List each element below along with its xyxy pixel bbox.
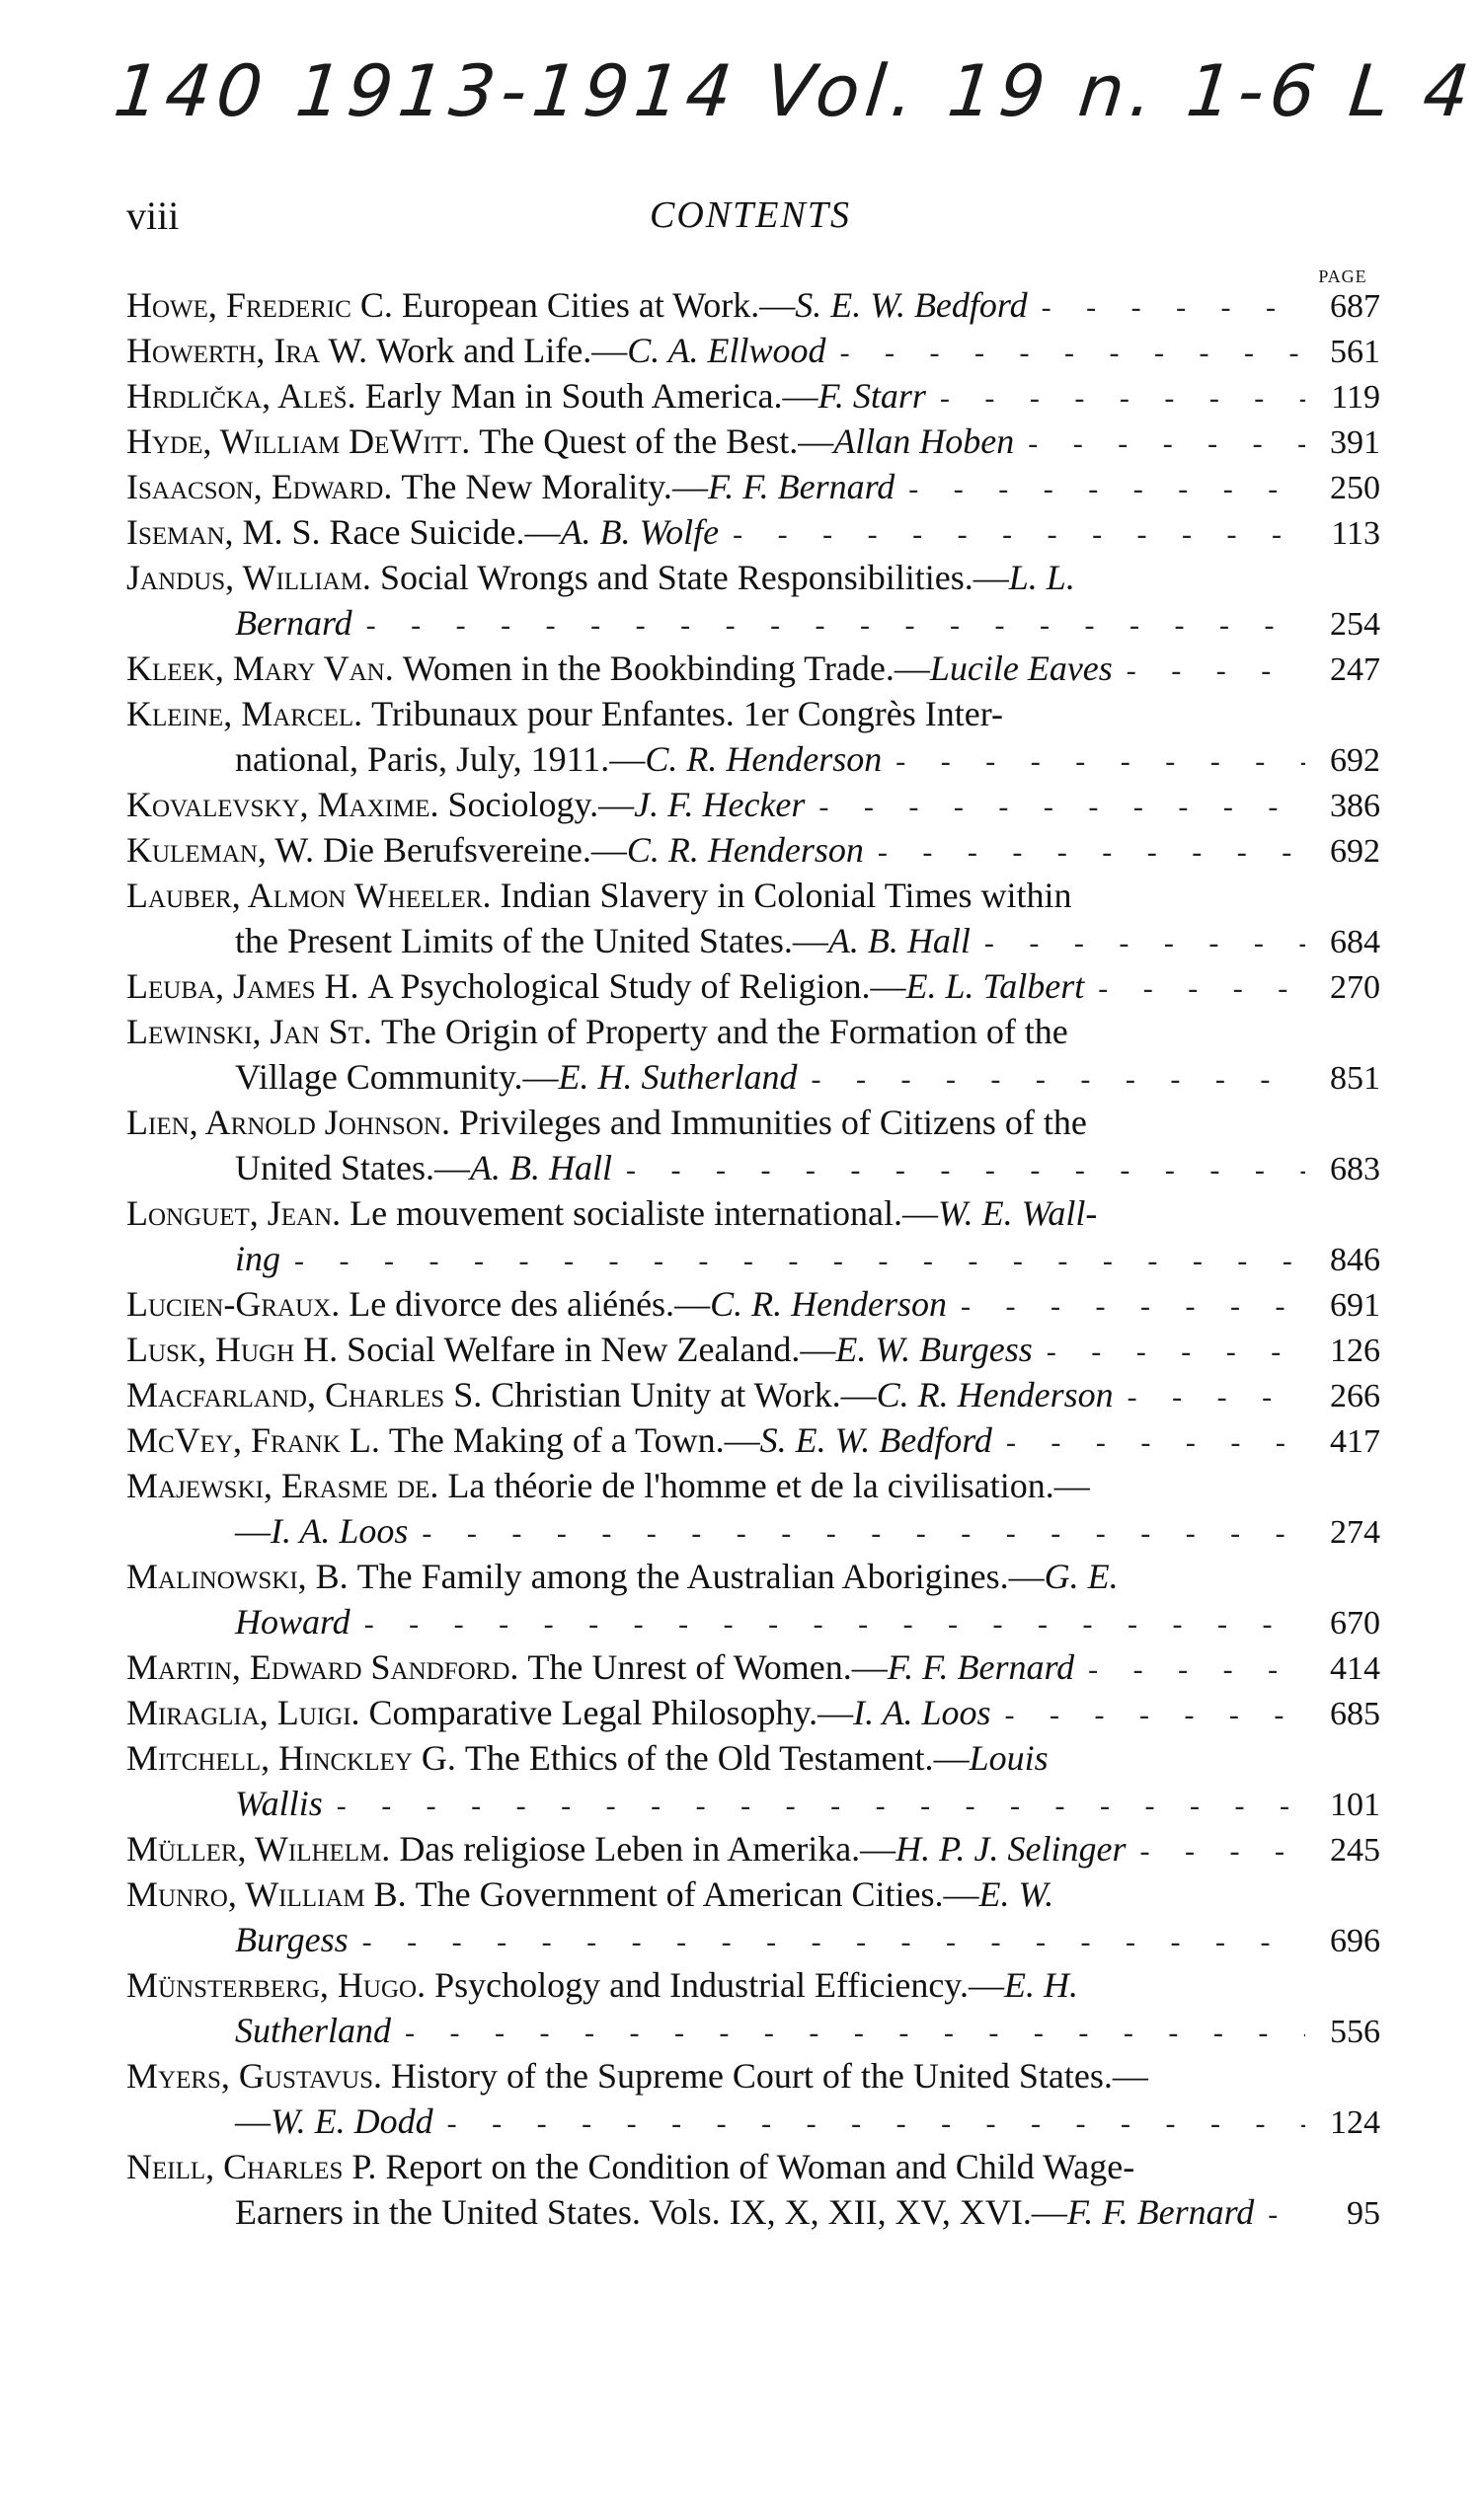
- entry-reviewer: A. B. Wolfe: [560, 512, 720, 552]
- dot-leader: [626, 1148, 1305, 1193]
- entry-title-continued: the Present Limits of the United States.: [235, 921, 793, 960]
- contents-entry: [126, 1327, 1380, 1372]
- entry-title: Report on the Condition of Woman and Child Wage-: [385, 2147, 1135, 2186]
- entry-separator: —: [817, 1693, 854, 1732]
- entry-page-number: 247: [1330, 651, 1380, 688]
- entry-separator: —: [840, 1375, 877, 1414]
- entry-page-number: 561: [1330, 334, 1380, 370]
- entry-separator: [518, 1644, 527, 1690]
- entry-reviewer-continued: Sutherland: [235, 2011, 391, 2050]
- entry-reviewer-continued: ing: [235, 1239, 281, 1278]
- contents-entry: [126, 2144, 1380, 2235]
- contents-entry: [126, 1417, 1380, 1463]
- dot-leader: [362, 1920, 1305, 1965]
- entry-reviewer: C. R. Henderson: [626, 830, 864, 870]
- entry-title: The Family among the Australian Aborigines.: [356, 1557, 1009, 1596]
- entry-author: Lucien-Graux.: [126, 1284, 341, 1324]
- entry-page-number: 254: [1330, 606, 1380, 643]
- entry-separator: [482, 1372, 491, 1417]
- entry-separator: —: [1053, 1466, 1090, 1505]
- dot-leader: [811, 1057, 1305, 1103]
- contents-entry: [126, 1735, 1380, 1826]
- entry-page-number: 684: [1330, 924, 1380, 960]
- dot-leader: [1028, 421, 1305, 467]
- entry-separator: [470, 419, 479, 464]
- entry-title: Work and Life.: [376, 331, 592, 370]
- dot-leader: [1042, 285, 1305, 331]
- entry-reviewer-continued: W. E. Dodd: [271, 2101, 433, 2141]
- dot-leader: [1139, 1829, 1305, 1874]
- entry-page-number: 266: [1330, 1378, 1380, 1414]
- contents-entry: [126, 1554, 1380, 1644]
- entry-author: Howe, Frederic C.: [126, 285, 393, 325]
- dot-leader: [405, 2011, 1305, 2056]
- entry-author: Malinowski, B.: [126, 1557, 349, 1596]
- contents-entry: [126, 1100, 1380, 1190]
- entry-page-number: 119: [1331, 379, 1380, 416]
- entry-separator: [456, 1735, 465, 1781]
- entry-separator: —: [870, 966, 906, 1006]
- entry-separator: [382, 2053, 391, 2099]
- dot-leader: [733, 512, 1305, 558]
- page-number: viii: [126, 193, 180, 238]
- contents-entry: [126, 282, 1380, 328]
- entry-separator: —: [968, 1965, 1004, 2005]
- dot-leader: [895, 739, 1305, 785]
- entry-separator: [371, 555, 380, 600]
- entry-page-number: 250: [1330, 470, 1380, 506]
- entry-reviewer: C. R. Henderson: [645, 739, 883, 779]
- entry-title: The Origin of Property and the Formation of the: [380, 1012, 1068, 1051]
- entry-separator: —: [782, 376, 818, 416]
- dot-leader: [878, 830, 1305, 876]
- contents-entry: [126, 1190, 1380, 1281]
- entry-reviewer-continued: Howard: [235, 1602, 350, 1642]
- entry-title: Die Berufsvereine.: [322, 830, 591, 870]
- entry-page-number: 126: [1330, 1333, 1380, 1369]
- entry-separator: —: [792, 921, 828, 960]
- entry-reviewer: F. F. Bernard: [707, 467, 895, 506]
- entry-separator: [390, 1826, 399, 1871]
- entry-separator: —: [524, 512, 561, 552]
- entry-author: Neill, Charles P.: [126, 2147, 377, 2186]
- entry-separator: [356, 373, 365, 419]
- entry-page-number: 687: [1330, 288, 1380, 325]
- contents-entry: [126, 691, 1380, 782]
- contents-entry: [126, 419, 1380, 464]
- handwritten-shelf-note: 140 1913-1914 Vol. 19 n. 1-6 L 4: [110, 49, 1479, 132]
- entry-separator: [338, 1327, 347, 1372]
- dot-leader: [294, 1239, 1305, 1284]
- contents-entry: [126, 1372, 1380, 1417]
- entry-separator: —: [1031, 2192, 1067, 2232]
- entry-separator: [392, 464, 401, 509]
- entry-title: Women in the Bookbinding Trade.: [402, 649, 895, 688]
- contents-entry: [126, 1690, 1380, 1735]
- entry-page-number: 95: [1347, 2195, 1380, 2232]
- entry-author: Martin, Edward Sandford.: [126, 1647, 519, 1687]
- entry-separator: —: [759, 285, 796, 325]
- entry-page-number: 685: [1330, 1696, 1380, 1732]
- entry-reviewer: E. H. Sutherland: [558, 1057, 798, 1097]
- entry-author: Iseman, M. S.: [126, 512, 321, 552]
- entry-separator: —: [433, 1148, 470, 1187]
- entry-title: The Quest of the Best.: [479, 421, 799, 461]
- entry-title: Social Wrongs and State Responsibilities.: [379, 558, 973, 597]
- entry-separator: —: [590, 830, 627, 870]
- entry-title: History of the Supreme Court of the United States.: [390, 2056, 1113, 2096]
- dot-leader: [1127, 649, 1305, 694]
- entry-page-number: 691: [1330, 1287, 1380, 1324]
- entry-reviewer: C. R. Henderson: [876, 1375, 1114, 1414]
- contents-entry: [126, 1871, 1380, 1962]
- entry-separator: —: [591, 331, 628, 370]
- contents-entry: [126, 963, 1380, 1009]
- entry-page-number: 274: [1330, 1514, 1380, 1551]
- entry-reviewer: J. F. Hecker: [634, 785, 806, 824]
- contents-entry: [126, 1281, 1380, 1327]
- entry-reviewer: E. H.: [1003, 1965, 1078, 2005]
- entry-reviewer: S. E. W. Bedford: [795, 285, 1028, 325]
- entry-author: Isaacson, Edward.: [126, 467, 393, 506]
- running-title: CONTENTS: [650, 194, 851, 236]
- entry-title: Early Man in South America.: [364, 376, 783, 416]
- entry-author: Kleek, Mary Van.: [126, 649, 394, 688]
- entry-separator: [438, 1463, 447, 1508]
- entry-author: Munro, William B.: [126, 1874, 407, 1914]
- dot-leader: [1004, 1693, 1305, 1738]
- dot-leader: [337, 1784, 1305, 1829]
- entry-reviewer: Lucile Eaves: [929, 649, 1113, 688]
- entry-separator: [349, 1554, 357, 1599]
- entry-separator: [376, 2144, 385, 2189]
- entry-separator: [380, 1417, 389, 1463]
- entry-separator: —: [933, 1738, 970, 1778]
- entry-separator: —: [674, 1284, 711, 1324]
- entry-page-number: 245: [1330, 1832, 1380, 1869]
- entry-title: A Psychological Study of Religion.: [367, 966, 871, 1006]
- contents-entry: [126, 328, 1380, 373]
- contents-entry: [126, 1826, 1380, 1871]
- entry-author: Lien, Arnold Johnson.: [126, 1103, 450, 1142]
- entry-page-number: 386: [1330, 788, 1380, 824]
- dot-leader: [818, 785, 1305, 830]
- dot-leader: [422, 1511, 1305, 1557]
- dot-leader: [940, 376, 1305, 421]
- entry-title: The Making of a Town.: [388, 1420, 725, 1460]
- entry-separator: —: [1112, 2056, 1148, 2096]
- dot-leader: [1006, 1420, 1305, 1466]
- dot-leader: [366, 603, 1305, 649]
- entry-separator: [360, 1690, 369, 1735]
- entry-reviewer: G. E.: [1044, 1557, 1119, 1596]
- contents-entry: [126, 464, 1380, 509]
- entry-author: Kovalevsky, Maxime.: [126, 785, 439, 824]
- entry-author: Lewinski, Jan St.: [126, 1012, 372, 1051]
- entry-page-number: 692: [1330, 833, 1380, 870]
- contents-entry: [126, 873, 1380, 963]
- entry-title-continued: Earners in the United States. Vols. IX, X, XII, XV, XVI.: [235, 2192, 1032, 2232]
- entry-separator: [359, 963, 368, 1009]
- entry-separator: —: [671, 467, 708, 506]
- entry-author: Myers, Gustavus.: [126, 2056, 382, 2096]
- entry-author: Jandus, William.: [126, 558, 371, 597]
- entry-title: The New Morality.: [401, 467, 672, 506]
- entry-reviewer: C. A. Ellwood: [627, 331, 826, 370]
- entry-reviewer: W. E. Wall-: [937, 1193, 1098, 1233]
- entry-page-number: 556: [1330, 2014, 1380, 2050]
- dot-leader: [961, 1284, 1305, 1330]
- entry-author: Longuet, Jean.: [126, 1193, 342, 1233]
- contents-entry: [126, 646, 1380, 691]
- entry-page-number: 851: [1330, 1060, 1380, 1097]
- entry-author: Miraglia, Luigi.: [126, 1693, 360, 1732]
- entry-reviewer: E. L. Talbert: [905, 966, 1085, 1006]
- dot-leader: [1047, 1330, 1305, 1375]
- entry-title: Le divorce des aliénés.: [349, 1284, 675, 1324]
- entry-separator: [491, 873, 500, 918]
- entry-page-number: 670: [1330, 1605, 1380, 1642]
- entry-separator: —: [894, 649, 930, 688]
- entry-reviewer: S. E. W. Bedford: [759, 1420, 992, 1460]
- entry-separator: [394, 646, 403, 691]
- entry-reviewer: E. W.: [978, 1874, 1054, 1914]
- contents-entry: [126, 373, 1380, 419]
- entry-separator: —: [235, 1511, 271, 1551]
- dot-leader: [1088, 1647, 1305, 1693]
- entry-title: Indian Slavery in Colonial Times within: [500, 876, 1072, 915]
- entry-author: Majewski, Erasme de.: [126, 1466, 439, 1505]
- entry-author: Kleine, Marcel.: [126, 694, 363, 733]
- entry-reviewer: Allan Hoben: [833, 421, 1015, 461]
- dot-leader: [447, 2101, 1305, 2147]
- entry-page-number: 683: [1330, 1151, 1380, 1187]
- entry-page-number: 414: [1330, 1650, 1380, 1687]
- entry-separator: —: [609, 739, 646, 779]
- contents-entry: [126, 827, 1380, 873]
- entry-separator: —: [598, 785, 635, 824]
- entry-reviewer: E. W. Burgess: [835, 1330, 1033, 1369]
- contents-entry: [126, 782, 1380, 827]
- contents-list: [126, 282, 1380, 2235]
- entry-title: Christian Unity at Work.: [491, 1375, 841, 1414]
- dot-leader: [1098, 966, 1305, 1012]
- entry-separator: [439, 782, 448, 827]
- entry-page-number: 270: [1330, 969, 1380, 1006]
- entry-reviewer: A. B. Hall: [469, 1148, 612, 1187]
- entry-reviewer: F. F. Bernard: [887, 1647, 1075, 1687]
- entry-author: Hyde, William DeWitt.: [126, 421, 471, 461]
- entry-title: Tribunaux pour Enfantes. 1er Congrès Inter-: [371, 694, 1003, 733]
- dot-leader: [840, 331, 1305, 376]
- entry-separator: —: [1008, 1557, 1045, 1596]
- entry-page-number: 101: [1330, 1787, 1380, 1823]
- entry-page-number: 692: [1330, 742, 1380, 779]
- entry-separator: —: [724, 1420, 760, 1460]
- entry-title: European Cities at Work.: [401, 285, 760, 325]
- entry-separator: —: [798, 421, 834, 461]
- entry-reviewer-continued: I. A. Loos: [271, 1511, 409, 1551]
- entry-title: Le mouvement socialiste international.: [350, 1193, 902, 1233]
- entry-separator: [340, 1281, 349, 1327]
- entry-author: Müller, Wilhelm.: [126, 1829, 391, 1869]
- entry-author: Leuba, James H.: [126, 966, 359, 1006]
- dot-leader: [984, 921, 1305, 966]
- entry-separator: [314, 827, 323, 873]
- entry-reviewer: F. F. Bernard: [1066, 2192, 1255, 2232]
- contents-entry: [126, 1962, 1380, 2053]
- entry-separator: —: [860, 1829, 896, 1869]
- contents-entry: [126, 555, 1380, 646]
- entry-separator: [341, 1190, 350, 1236]
- entry-page-number: 124: [1330, 2104, 1380, 2141]
- entry-reviewer: L. L.: [1008, 558, 1075, 597]
- entry-reviewer: H. P. J. Selinger: [895, 1829, 1127, 1869]
- entry-separator: —: [973, 558, 1009, 597]
- entry-separator: —: [522, 1057, 559, 1097]
- entry-reviewer: Louis: [969, 1738, 1049, 1778]
- entry-page-number: 391: [1330, 424, 1380, 461]
- entry-author: Macfarland, Charles S.: [126, 1375, 483, 1414]
- entry-reviewer: C. R. Henderson: [710, 1284, 948, 1324]
- entry-author: Kuleman, W.: [126, 830, 314, 870]
- contents-entry: [126, 1463, 1380, 1554]
- entry-separator: [372, 1009, 381, 1054]
- dot-leader: [908, 467, 1305, 512]
- entry-title-continued: United States.: [235, 1148, 434, 1187]
- entry-separator: —: [901, 1193, 938, 1233]
- entry-separator: [367, 328, 376, 373]
- entry-separator: [407, 1871, 416, 1917]
- entry-separator: —: [235, 2101, 271, 2141]
- entry-author: McVey, Frank L.: [126, 1420, 380, 1460]
- entry-separator: [362, 691, 371, 736]
- entry-title: Sociology.: [447, 785, 599, 824]
- entry-title: The Government of American Cities.: [415, 1874, 944, 1914]
- entry-title: Comparative Legal Philosophy.: [368, 1693, 818, 1732]
- entry-title: The Ethics of the Old Testament.: [464, 1738, 934, 1778]
- entry-author: Mitchell, Hinckley G.: [126, 1738, 456, 1778]
- entry-title-continued: national, Paris, July, 1911.: [235, 739, 610, 779]
- entry-page-number: 113: [1331, 515, 1380, 552]
- entry-reviewer: F. Starr: [817, 376, 926, 416]
- entry-separator: —: [943, 1874, 979, 1914]
- contents-entry: [126, 1009, 1380, 1100]
- contents-entry: [126, 509, 1380, 555]
- entry-separator: —: [800, 1330, 836, 1369]
- entry-reviewer-continued: Burgess: [235, 1920, 349, 1959]
- entry-title: The Unrest of Women.: [527, 1647, 852, 1687]
- entry-author: Hrdlička, Aleš.: [126, 376, 356, 416]
- entry-page-number: 696: [1330, 1923, 1380, 1959]
- entry-reviewer: A. B. Hall: [827, 921, 971, 960]
- entry-author: Lusk, Hugh H.: [126, 1330, 339, 1369]
- entry-title: Das religiose Leben in Amerika.: [399, 1829, 861, 1869]
- entry-title: Race Suicide.: [329, 512, 525, 552]
- page-column-label: PAGE: [1318, 267, 1367, 286]
- dot-leader: [364, 1602, 1305, 1647]
- entry-author: Howerth, Ira W.: [126, 331, 368, 370]
- entry-page-number: 417: [1330, 1423, 1380, 1460]
- entry-separator: [450, 1100, 459, 1145]
- entry-separator: [321, 509, 330, 555]
- entry-title-continued: Village Community.: [235, 1057, 523, 1097]
- entry-title: Social Welfare in New Zealand.: [347, 1330, 801, 1369]
- entry-separator: [393, 282, 402, 328]
- contents-entry: [126, 2053, 1380, 2144]
- dot-leader: [1268, 2192, 1305, 2238]
- entry-title: La théorie de l'homme et de la civilisation.: [447, 1466, 1054, 1505]
- entry-separator: —: [851, 1647, 888, 1687]
- dot-leader: [1128, 1375, 1305, 1420]
- entry-page-number: 846: [1330, 1242, 1380, 1278]
- entry-reviewer: I. A. Loos: [853, 1693, 991, 1732]
- entry-reviewer-continued: Bernard: [235, 603, 352, 643]
- entry-author: Münsterberg, Hugo.: [126, 1965, 427, 2005]
- entry-author: Lauber, Almon Wheeler.: [126, 876, 492, 915]
- entry-reviewer-continued: Wallis: [235, 1784, 323, 1823]
- entry-title: Privileges and Immunities of Citizens of the: [458, 1103, 1087, 1142]
- contents-entry: [126, 1644, 1380, 1690]
- entry-title: Psychology and Industrial Efficiency.: [434, 1965, 969, 2005]
- entry-separator: [426, 1962, 434, 2008]
